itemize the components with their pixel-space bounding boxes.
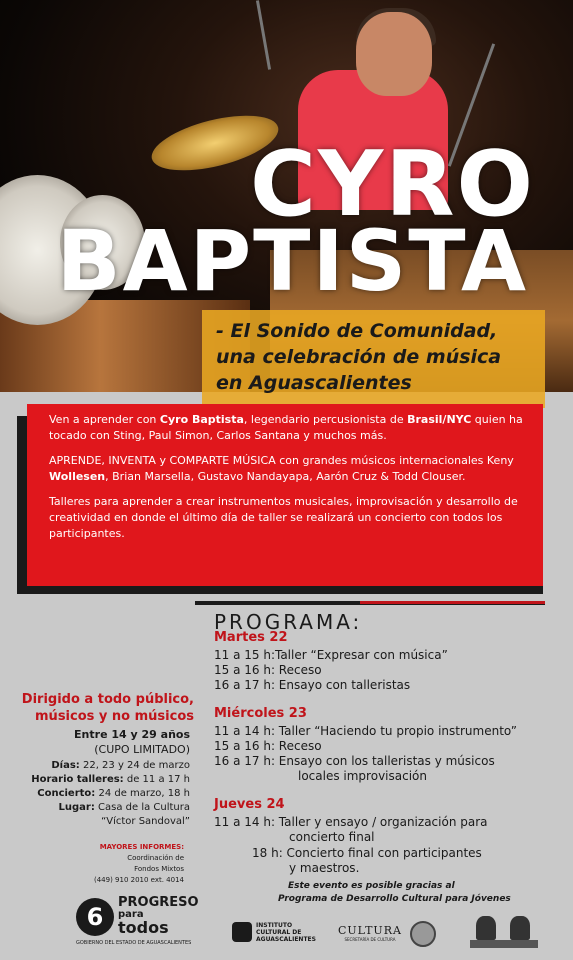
mic-stand	[256, 0, 271, 69]
contact-heading: MAYORES INFORMES:	[99, 843, 184, 851]
audience-line: músicos y no músicos	[35, 709, 194, 724]
text: quien ha tocado con Sting, Paul Simon, Carlos Santana y muchos más.	[49, 413, 523, 442]
value: de 11 a 17 h	[123, 774, 190, 785]
label: Concierto:	[37, 788, 96, 799]
value: 24 de marzo, 18 h	[95, 788, 190, 799]
text: , Brian Marsella, Gustavo Nandayapa, Aarón Cruz & Todd Clouser.	[105, 470, 466, 483]
portrait-icon	[510, 916, 530, 940]
intro-paragraph	[49, 412, 531, 444]
capacity-note: (CUPO LIMITADO)	[94, 743, 190, 756]
progreso-logo	[76, 895, 199, 950]
contact-line: Coordinación de	[127, 854, 184, 862]
subtitle-line: una celebración de música	[216, 346, 502, 368]
schedule-row	[214, 647, 448, 663]
box-shadow	[17, 586, 543, 594]
day-heading: Miércoles 23	[214, 706, 307, 721]
sponsor-note	[278, 880, 511, 906]
activity: Taller “Haciendo tu propio instrumento”	[274, 724, 518, 738]
text: , legendario percusionista de	[243, 413, 408, 426]
time: 11 a 15 h:	[214, 648, 275, 662]
schedule-row	[214, 814, 488, 830]
performer-head	[356, 12, 432, 96]
schedule-row	[214, 753, 495, 769]
label: Días:	[51, 760, 80, 771]
ages: Entre 14 y 29 años	[74, 728, 190, 741]
schedule-row-continuation: y maestros.	[289, 861, 360, 875]
cultura-subtitle: SECRETARÍA DE CULTURA	[344, 937, 396, 942]
wordmark-line: para	[118, 909, 144, 920]
wordmark-line: todos	[118, 918, 169, 937]
national-seal-icon	[410, 921, 436, 947]
activity: Taller “Expresar con música”	[274, 648, 448, 662]
day-heading: Jueves 24	[214, 797, 285, 812]
activity: Taller y ensayo / organización para	[274, 815, 488, 829]
info-concert	[10, 787, 190, 801]
audience-line: Dirigido a todo público,	[21, 692, 194, 707]
day-heading: Martes 22	[214, 630, 288, 645]
progreso-wordmark	[118, 896, 199, 936]
portrait-icon	[476, 916, 496, 940]
time: 15 a 16 h:	[214, 663, 275, 677]
wordmark-line: CULTURAL DE	[256, 929, 302, 936]
time: 15 a 16 h:	[214, 739, 275, 753]
value: Casa de la Cultura	[94, 802, 190, 813]
info-dates	[10, 759, 190, 773]
contact-line: Fondos Mixtos	[134, 865, 184, 873]
ica-logo	[232, 920, 342, 948]
commemorative-logo	[470, 916, 538, 950]
subtitle-line: en Aguascalientes	[216, 372, 412, 394]
program-title: PROGRAMA:	[214, 610, 363, 634]
origin: Brasil/NYC	[407, 413, 472, 426]
subtitle-line: - El Sonido de Comunidad,	[216, 320, 498, 342]
time: 16 a 17 h:	[214, 754, 275, 768]
activity: Receso	[274, 739, 322, 753]
time: 11 a 14 h:	[214, 815, 275, 829]
info-hours	[10, 773, 190, 787]
schedule-row-continuation: concierto final	[289, 830, 375, 844]
schedule-row	[214, 662, 322, 678]
intro-box	[27, 404, 543, 586]
divider-accent	[360, 601, 545, 604]
title-last-name: BAPTISTA	[56, 212, 528, 310]
wordmark-line: INSTITUTO	[256, 922, 293, 929]
cultura-logo	[338, 924, 402, 942]
schedule-row	[214, 738, 322, 754]
activity: Concierto final con participantes	[282, 846, 482, 860]
schedule-row	[214, 723, 517, 739]
schedule-row	[214, 677, 410, 693]
info-venue-name: “Víctor Sandoval”	[101, 816, 190, 827]
schedule-row	[252, 845, 482, 861]
activity: Receso	[274, 663, 322, 677]
info-venue	[10, 801, 190, 815]
value: 22, 23 y 24 de marzo	[79, 760, 190, 771]
progreso-icon: 6	[76, 898, 114, 936]
musician-name: Wollesen	[49, 470, 106, 483]
activity: Ensayo con los talleristas y músicos	[274, 754, 495, 768]
age-range	[10, 728, 190, 742]
box-shadow	[17, 416, 27, 588]
audience-heading	[14, 691, 194, 725]
time: 11 a 14 h:	[214, 724, 275, 738]
intro-paragraph: Talleres para aprender a crear instrumentos musicales, improvisación y desarrollo de creatividad en donde el último día de taller se realizará un concierto con todos los participantes.	[49, 495, 518, 540]
sponsor-line: Este evento es posible gracias al	[288, 881, 455, 891]
text: APRENDE, INVENTA y COMPARTE MÚSICA con grandes músicos internacionales Keny	[49, 454, 514, 467]
cultura-wordmark: CULTURA	[338, 924, 402, 937]
activity: Ensayo con talleristas	[274, 678, 411, 692]
contact-phone: (449) 910 2010 ext. 4014	[93, 876, 184, 884]
government-label: GOBIERNO DEL ESTADO DE AGUASCALIENTES	[76, 940, 192, 946]
ica-wordmark	[256, 922, 316, 943]
time: 16 a 17 h:	[214, 678, 275, 692]
text: Ven a aprender con	[49, 413, 160, 426]
wordmark-line: PROGRESO	[118, 895, 199, 910]
title-first-name: CYRO	[249, 132, 535, 237]
label: Horario talleres:	[31, 774, 124, 785]
schedule-row-continuation: locales improvisación	[298, 769, 427, 783]
wordmark-line: AGUASCALIENTES	[256, 936, 316, 943]
artist-name: Cyro Baptista	[159, 413, 244, 426]
subtitle-box	[202, 310, 545, 408]
ica-icon	[232, 922, 252, 942]
time: 18 h:	[252, 846, 283, 860]
label: Lugar:	[58, 802, 95, 813]
banner	[470, 940, 538, 948]
contact-block	[60, 842, 184, 886]
sponsor-line: Programa de Desarrollo Cultural para Jóvenes	[278, 894, 511, 904]
intro-paragraph	[49, 453, 531, 485]
